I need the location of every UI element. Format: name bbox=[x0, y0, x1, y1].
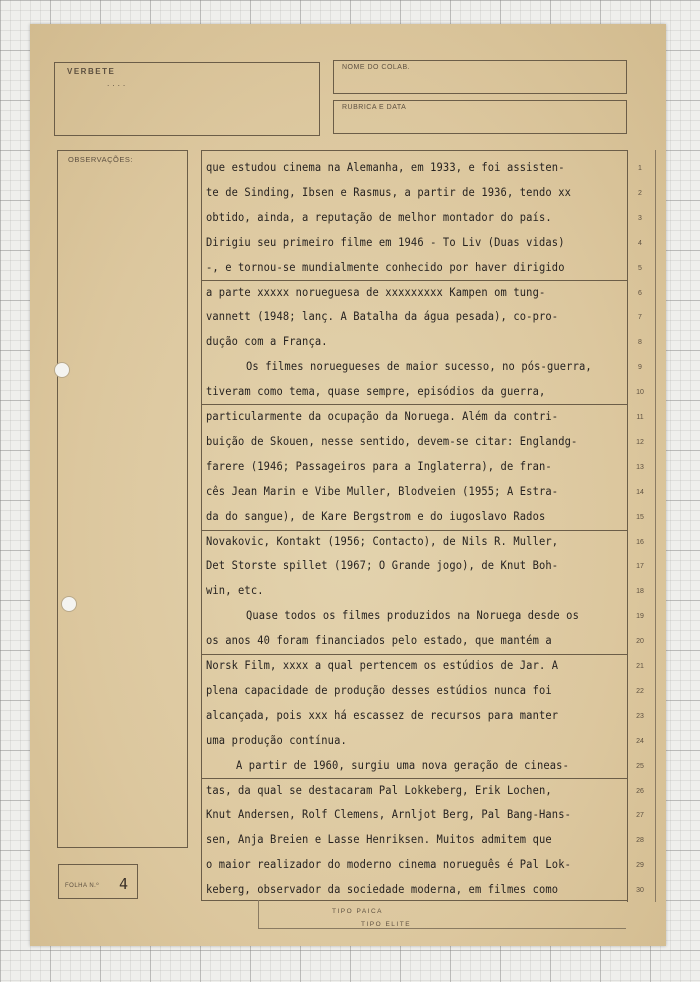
line-number: 26 bbox=[636, 787, 644, 795]
text-line: vannett (1948; lanç. A Batalha da água pesada), co-pro- bbox=[206, 310, 559, 324]
line-number: 20 bbox=[636, 638, 644, 646]
elite-left-rule bbox=[258, 900, 259, 928]
line-number: 21 bbox=[636, 663, 644, 670]
text-frame-left bbox=[201, 150, 202, 900]
line-number: 2 bbox=[638, 189, 642, 197]
text-line: da do sangue), de Kare Bergstrom e do iugoslavo Rados bbox=[206, 509, 546, 523]
folha-box bbox=[58, 864, 138, 899]
line-number: 23 bbox=[636, 712, 644, 720]
line-number: 28 bbox=[636, 837, 644, 845]
line-number: 4 bbox=[638, 239, 642, 247]
line-number: 22 bbox=[636, 687, 644, 695]
text-line: obtido, ainda, a reputação de melhor montador do país. bbox=[206, 210, 552, 224]
line-number: 14 bbox=[636, 488, 644, 496]
folha-label: FOLHA N.º bbox=[65, 883, 100, 889]
text-line: particularmente da ocupação da Noruega. Além da contri- bbox=[206, 410, 559, 423]
line-number: 30 bbox=[636, 887, 644, 895]
nome-do-colab-label: NOME DO COLAB. bbox=[342, 64, 411, 71]
line-number: 16 bbox=[636, 538, 644, 546]
line-number: 6 bbox=[638, 289, 642, 297]
tipo-elite-label: TIPO ELITE bbox=[361, 921, 412, 928]
text-line: tas, da qual se destacaram Pal Lokkeberg, Erik Lochen, bbox=[206, 783, 552, 797]
line-number: 10 bbox=[636, 389, 644, 397]
line-number: 24 bbox=[636, 737, 644, 745]
line-number: 7 bbox=[638, 314, 642, 322]
text-line: cês Jean Marin e Vibe Muller, Blodveien (1955; A Estra- bbox=[206, 484, 559, 498]
line-number-column-rule bbox=[655, 150, 656, 902]
line-number: 15 bbox=[636, 513, 644, 521]
line-number: 13 bbox=[636, 463, 644, 471]
text-line: -, e tornou-se mundialmente conhecido por haver dirigido bbox=[206, 260, 565, 274]
section-rule bbox=[201, 404, 627, 405]
text-frame-top bbox=[201, 150, 627, 151]
line-number: 11 bbox=[636, 414, 644, 421]
text-line: que estudou cinema na Alemanha, em 1933, e foi assisten- bbox=[206, 161, 565, 174]
text-line: Quase todos os filmes produzidos na Noruega desde os bbox=[246, 609, 579, 623]
text-line: os anos 40 foram financiados pelo estado, que mantém a bbox=[206, 634, 552, 648]
line-number: 27 bbox=[636, 812, 644, 820]
line-number: 3 bbox=[638, 214, 642, 222]
nome-do-colab-box bbox=[333, 60, 627, 94]
line-number: 19 bbox=[636, 613, 644, 621]
section-rule bbox=[201, 778, 627, 779]
text-line: o maior realizador do moderno cinema norueguês é Pal Lok- bbox=[206, 858, 572, 872]
line-number: 17 bbox=[636, 563, 644, 571]
text-line: dução com a França. bbox=[206, 335, 328, 349]
text-line: Knut Andersen, Rolf Clemens, Arnljot Berg, Pal Bang-Hans- bbox=[206, 808, 572, 822]
text-line: win, etc. bbox=[206, 584, 264, 598]
text-line: buição de Skouen, nesse sentido, devem-se citar: Englandg- bbox=[206, 434, 578, 448]
rubrica-e-data-box bbox=[333, 100, 627, 134]
text-line: plena capacidade de produção desses estúdios nunca foi bbox=[206, 683, 552, 697]
text-line: sen, Anja Breien e Lasse Henriksen. Muitos admitem que bbox=[206, 833, 552, 847]
line-number: 9 bbox=[638, 364, 642, 372]
line-number: 1 bbox=[638, 165, 642, 172]
document-sheet bbox=[30, 24, 666, 946]
text-line: tiveram como tema, quase sempre, episódios da guerra, bbox=[206, 385, 546, 399]
section-rule bbox=[201, 530, 627, 531]
line-number: 25 bbox=[636, 762, 644, 770]
line-number: 5 bbox=[638, 264, 642, 272]
text-line: keberg, observador da sociedade moderna, em filmes como bbox=[206, 883, 559, 897]
text-frame-bottom bbox=[201, 900, 627, 901]
text-line: Norsk Film, xxxx a qual pertencem os estúdios de Jar. A bbox=[206, 659, 559, 672]
text-line: Novakovic, Kontakt (1956; Contacto), de Nils R. Muller, bbox=[206, 534, 559, 548]
line-number: 29 bbox=[636, 862, 644, 870]
text-line: Dirigiu seu primeiro filme em 1946 - To Liv (Duas vidas) bbox=[206, 235, 565, 249]
verbete-label: VERBETE bbox=[67, 67, 116, 76]
text-line: alcançada, pois xxx há escassez de recursos para manter bbox=[206, 708, 559, 722]
line-number: 18 bbox=[636, 588, 644, 596]
punch-hole-bottom bbox=[61, 596, 77, 612]
text-line: Det Storste spillet (1967; O Grande jogo), de Knut Boh- bbox=[206, 559, 559, 573]
text-line: uma produção contínua. bbox=[206, 733, 347, 747]
verbete-box bbox=[54, 62, 320, 136]
text-line: Os filmes noruegueses de maior sucesso, no pós-guerra, bbox=[246, 360, 592, 374]
text-line: te de Sinding, Ibsen e Rasmus, a partir de 1936, tendo xx bbox=[206, 185, 572, 199]
line-number: 12 bbox=[636, 438, 644, 446]
section-rule bbox=[201, 280, 627, 281]
line-number: 8 bbox=[638, 339, 642, 347]
observacoes-box bbox=[57, 150, 188, 848]
punch-hole-top bbox=[54, 362, 70, 378]
text-line: a parte xxxxx norueguesa de xxxxxxxxx Kampen om tung- bbox=[206, 285, 546, 299]
rubrica-e-data-label: RUBRICA E DATA bbox=[342, 104, 407, 111]
elite-rule bbox=[258, 928, 626, 929]
tipo-paica-label: TIPO PAICA bbox=[332, 908, 383, 915]
folha-number: 4 bbox=[119, 875, 129, 893]
observacoes-label: OBSERVAÇÕES: bbox=[68, 155, 133, 164]
text-line: farere (1946; Passageiros para a Inglaterra), de fran- bbox=[206, 459, 552, 473]
verbete-mark: ․ ․ ․ ․ bbox=[107, 81, 126, 88]
section-rule bbox=[201, 654, 627, 655]
text-line: A partir de 1960, surgiu uma nova geração de cineas- bbox=[236, 758, 569, 772]
